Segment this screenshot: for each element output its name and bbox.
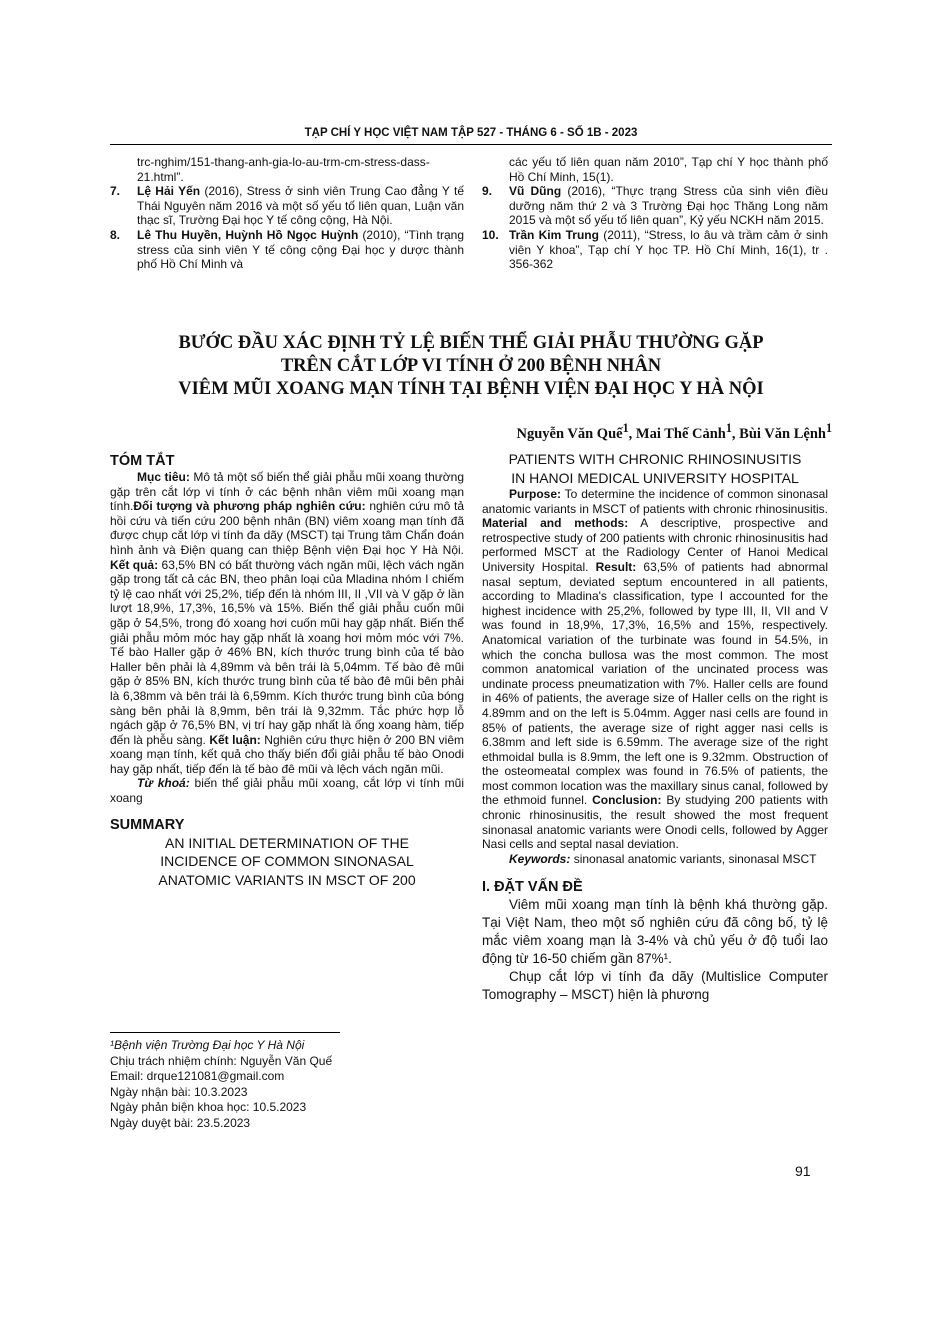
reference-item-9: 9. Vũ Dũng (2016), “Thực trạng Stress của sinh viên điều dưỡng năm thứ 2 và 3 Trường Đại học Thăng Long năm 2015 và một số yếu tố liên quan”, Kỷ yếu NCKH năm 2015. (482, 184, 829, 228)
journal-header: TẠP CHÍ Y HỌC VIỆT NAM TẬP 527 - THÁNG 6 - SỐ 1B - 2023 (304, 127, 638, 139)
abstract-vi-text: Mục tiêu: Mô tả một số biến thể giải phẫu mũi xoang thường gặp trên cắt lớp vi tính ở các bệnh nhân viêm mũi xoang mạn tính.Đối tượng và phương pháp nghiên cứu: nghiên cứu mô tả hồi cứu và tiến cứu 200 bệnh nhân (BN) viêm xoang mạn tính đã được chụp cắt lớp vi tính đa dãy (MSCT) tại Trung tâm Chẩn đoán hình ảnh và Điện quang can thiệp Bệnh viện Đại học Y Hà Nội. Kết quả: 63,5% BN có bất thường vách ngăn mũi, lệch vách ngăn gặp trong tất cả các BN, theo phân loại của Mladina nhóm I chiếm tỷ lệ cao nhất với 25,2%, tiếp đến là nhóm III, II ,VII và V gặp ở lần lượt 18,9%, 17,3%, 16,5% và 15%. Biến thể giải phẫu cuốn mũi gặp ở 54,5%, trong đó xoang hơi cuốn mũi hay gặp nhất. Biến thể giải phẫu mỏm móc hay gặp nhất là xoang hơi mỏm móc với 7%. Tế bào Haller gặp ở 46% BN, kích thước trung bình của tế bào Haller bên phải là 4,89mm và bên trái là 5,04mm. Tế bào đê mũi gặp ở 85% BN, kích thước trung bình của tế bào đê mũi bên phải là 6,38mm và bên trái là 6,59mm. Kích thước trung bình của bóng sàng bên phải là 8,9mm, bên trái là 9,32mm. Tắc phức hợp lỗ ngách gặp ở 76,5% BN, vị trí hay gặp nhất là ống xoang hàm, tiếp đến là phễu sàng. Kết luận: Nghiên cứu thực hiện ở 200 BN viêm xoang mạn tính, kết quả cho thấy biến đổi giải phẫu tế bào Onodi hay gặp nhất, tiếp đến là tế bào đê mũi và lệch vách ngăn mũi. (110, 470, 465, 776)
references-left (110, 155, 464, 272)
abstract-en-text: Purpose: To determine the incidence of common sinonasal anatomic variants in MSCT of patients with chronic rhinosinusitis. Material and methods: A descriptive, prospective and retrospective study of 200 patients with chronic rhinosinusitis had performed MSCT at the Radiology Center of Hanoi Medical University Hospital. Result: 63,5% of patients had abnormal nasal septum, deviated septum encountered in all patients, according to Mladina's classification, type I accounted for the highest incidence with 25,2%, followed by type III, II, VII and V was found in 18,9%, 17,3%, 16,5% and 15%, respectively. Anatomical variation of the turbinate was found in 54.5%, in which the concha bullosa was the most common. The most common anatomical variation of the uncinated process was undinate process pneumatization with 7%. Haller cells are found in 46% of patients, the average size of Haller cells on the right is 4.89mm and on the left is 5.04mm. Agger nasi cells are found in 85% of patients, the average size of right agger nasi cells is 6.38mm and left side is 6.59mm. The average size of the right ethmoidal bulla is 8.9mm, the left one is 9.32mm. Obstruction of the osteomeatal complex was found in 76.5% of patients, the most common location was the maxillary sinus canal, followed by the ethmoid funnel. Conclusion: By studying 200 patients with chronic rhinosinusitis, the result showed the most frequent sinonasal anatomic variants were Onodi cells, followed by Agger Nasi cells and septal nasal deviation. (482, 487, 828, 852)
article-title: BƯỚC ĐẦU XÁC ĐỊNH TỶ LỆ BIẾN THỂ GIẢI PHẪU THƯỜNG GẶP TRÊN CẮT LỚP VI TÍNH Ở 200 BỆNH NHÂN VIÊM MŨI XOANG MẠN TÍNH TẠI BỆNH VIỆN ĐẠI HỌC Y HÀ NỘI (178, 333, 764, 399)
reference-continuation: các yếu tố liên quan năm 2010”, Tạp chí Y học thành phố Hồ Chí Minh, 15(1). (509, 155, 828, 184)
reference-item-7: 7. Lệ Hải Yến (2016), Stress ở sinh viên Trung Cao đẳng Y tế Thái Nguyên năm 2016 và một số yếu tố liên quan, Luận văn thạc sĩ, Trường Đại học Y tế công cộng, Hà Nội. (110, 184, 464, 228)
footnotes: ¹Bệnh viện Trường Đại học Y Hà Nội Chịu trách nhiệm chính: Nguyễn Văn Quế Email: drque121081@gmail.com Ngày nhận bài: 10.3.2023 Ngày phản biện khoa học: 10.5.2023 Ngày duyệt bài: 23.5.2023 (110, 1038, 333, 1130)
author-list: Nguyễn Văn Quế$^1$, Mai Thế Cảnh$^1$, Bùi Văn Lệnh$^1$ (516, 421, 832, 442)
page-number: 91 (795, 1163, 811, 1179)
footnote-divider (110, 1032, 340, 1033)
reference-item-8: 8. Lê Thu Huyền, Huỳnh Hồ Ngọc Huỳnh (2010), “Tình trạng stress của sinh viên Y tế công cộng Đại học y dược thành phố Hồ Chí Minh và (110, 227, 464, 272)
summary-heading: SUMMARY (110, 816, 185, 833)
summary-title-left: AN INITIAL DETERMINATION OF THE INCIDENCE OF COMMON SINONASAL ANATOMIC VARIANTS IN MSCT OF 200 (158, 834, 416, 888)
intro-paragraph-2: Chụp cắt lớp vi tính đa dãy (Multislice Computer Tomography – MSCT) hiện là phương (482, 969, 828, 1003)
reference-continuation: trc-nghim/151-thang-anh-gia-lo-au-trm-cm-stress-dass-21.html”. (137, 155, 430, 184)
keywords-vi: Từ khoá: biến thể giải phẫu mũi xoang, cắt lớp vi tính mũi xoang (110, 776, 464, 806)
section-heading: TÓM TẮT (110, 453, 175, 469)
abstract-en (482, 450, 828, 1004)
header-divider (110, 144, 832, 145)
intro-heading: I. ĐẶT VẤN ĐỀ (482, 879, 583, 896)
intro-paragraph-1: Viêm mũi xoang mạn tính là bệnh khá thường gặp. Tại Việt Nam, theo một số nghiên cứu đã công bố, tỷ lệ mắc viêm xoang mạn là 3-4% và chủ yếu ở độ tuổi lao động từ 16-50 chiếm gần 87%¹. (482, 897, 828, 967)
references-right (482, 155, 828, 272)
keywords-en: Keywords: sinonasal anatomic variants, sinonasal MSCT (509, 851, 817, 866)
reference-item-10: 10. Trần Kim Trung (2011), “Stress, lo âu và trầm cảm ở sinh viên Y khoa”, Tạp chí Y học TP. Hồ Chí Minh, 16(1), tr . 356-362 (482, 227, 828, 272)
abstract-vi (110, 452, 464, 889)
summary-title-right: PATIENTS WITH CHRONIC RHINOSINUSITIS IN HANOI MEDICAL UNIVERSITY HOSPITAL (508, 451, 802, 486)
